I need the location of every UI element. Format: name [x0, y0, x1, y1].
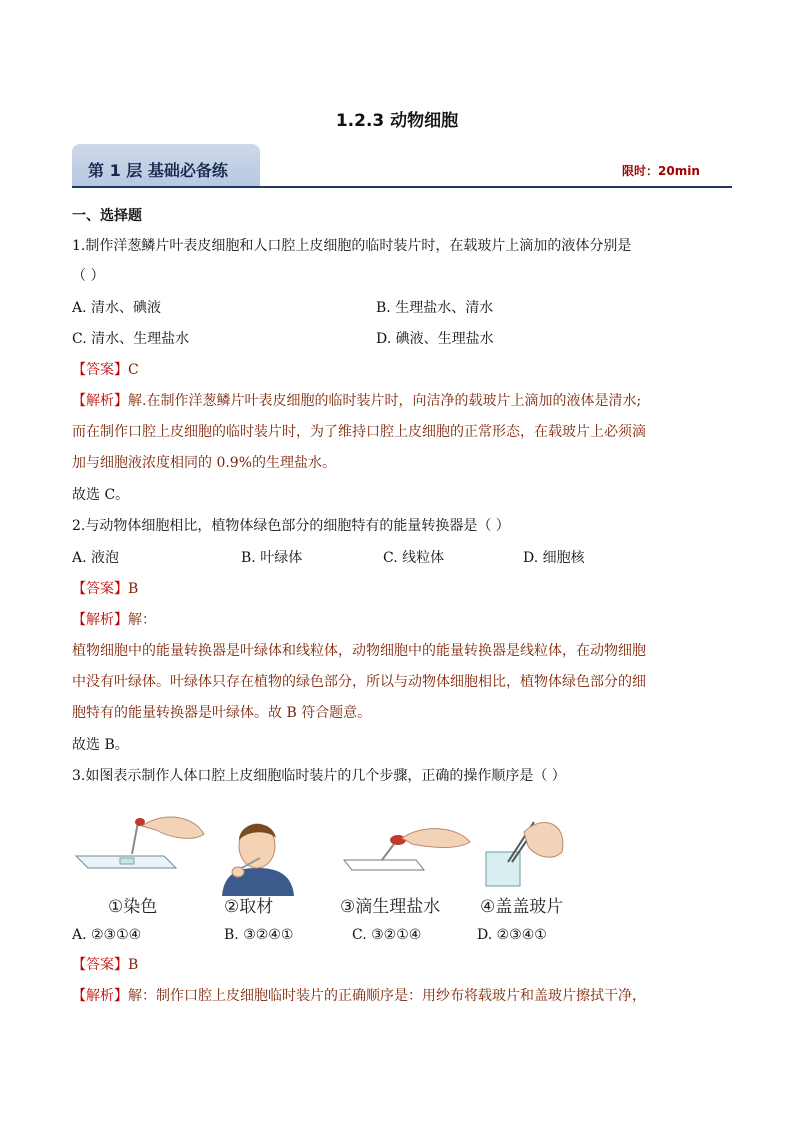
answer-value: B [128, 581, 139, 597]
q1-conclusion: 故选 C。 [72, 487, 130, 503]
q3-option-c: C. ③②①④ [352, 927, 422, 943]
q1-stem-line2: （ ） [72, 268, 105, 284]
answer-label: 【答案】 [72, 957, 128, 973]
q2-option-a: A. 液泡 [72, 550, 120, 566]
time-limit: 限时：20min [622, 164, 700, 178]
q3-stem: 3.如图表示制作人体口腔上皮细胞临时装片的几个步骤，正确的操作顺序是（ ） [72, 768, 566, 784]
analysis-text: 解：制作口腔上皮细胞临时装片的正确顺序是：用纱布将载玻片和盖玻片擦拭干净， [128, 988, 646, 1004]
q2-analysis-head [72, 610, 156, 630]
answer-label: 【答案】 [72, 581, 128, 597]
q2-option-b: B. 叶绿体 [241, 550, 303, 566]
q2-stem: 2.与动物体细胞相比，植物体绿色部分的细胞特有的能量转换器是（ ） [72, 518, 510, 534]
q1-option-a: A. 清水、碘液 [72, 300, 162, 316]
level-banner-text: 第 1 层 基础必备练 [88, 161, 228, 180]
q3-option-b: B. ③②④① [224, 927, 294, 943]
q1-option-b: B. 生理盐水、清水 [376, 300, 494, 316]
answer-label: 【答案】 [72, 362, 128, 378]
header-rule [72, 186, 732, 188]
answer-value: C [128, 362, 139, 378]
analysis-text: 解： [128, 612, 156, 628]
q3-answer [72, 955, 138, 975]
stain-illustration [76, 817, 204, 868]
q1-option-d: D. 碘液、生理盐水 [376, 331, 494, 347]
q2-answer [72, 579, 138, 599]
q2-analysis-line2: 中没有叶绿体。叶绿体只存在植物的绿色部分，所以与动物体细胞相比，植物体绿色部分的细 [72, 674, 646, 690]
q1-analysis-line1 [72, 391, 641, 411]
q2-option-c: C. 线粒体 [383, 550, 445, 566]
analysis-label: 【解析】 [72, 393, 128, 409]
q1-stem-line1: 1.制作洋葱鳞片叶表皮细胞和人口腔上皮细胞的临时装片时，在载玻片上滴加的液体分别是 [72, 238, 632, 254]
slide-procedure-figure [72, 812, 592, 920]
q3-analysis-line1 [72, 986, 646, 1006]
dropper-illustration [344, 829, 470, 870]
q1-answer [72, 360, 139, 380]
q1-option-c: C. 清水、生理盐水 [72, 331, 190, 347]
q2-analysis-line3: 胞特有的能量转换器是叶绿体。故 B 符合题意。 [72, 705, 372, 721]
q1-analysis-line2: 而在制作口腔上皮细胞的临时装片时，为了维持口腔上皮细胞的正常形态，在载玻片上必须滴 [72, 424, 646, 440]
section-heading: 一、选择题 [72, 208, 142, 224]
q2-analysis-line1: 植物细胞中的能量转换器是叶绿体和线粒体，动物细胞中的能量转换器是线粒体，在动物细胞 [72, 643, 646, 659]
person-illustration [222, 824, 294, 896]
q3-option-d: D. ②③④① [477, 927, 547, 943]
q3-option-a: A. ②③①④ [72, 927, 142, 943]
document-title: 1.2.3 动物细胞 [335, 111, 459, 131]
fig-label-2: ②取材 [224, 897, 274, 917]
answer-value: B [128, 957, 139, 973]
q2-conclusion: 故选 B。 [72, 737, 129, 753]
tweezers-illustration [486, 822, 563, 886]
analysis-label: 【解析】 [72, 988, 128, 1004]
q1-analysis-line3: 加与细胞液浓度相同的 0.9%的生理盐水。 [72, 455, 337, 471]
fig-label-3: ③滴生理盐水 [340, 897, 441, 917]
q2-option-d: D. 细胞核 [523, 550, 585, 566]
fig-label-4: ④盖盖玻片 [480, 897, 564, 917]
analysis-label: 【解析】 [72, 612, 128, 628]
fig-label-1: ①染色 [108, 897, 158, 917]
analysis-text: 解.在制作洋葱鳞片叶表皮细胞的临时装片时，向洁净的载玻片上滴加的液体是清水; [128, 393, 642, 409]
